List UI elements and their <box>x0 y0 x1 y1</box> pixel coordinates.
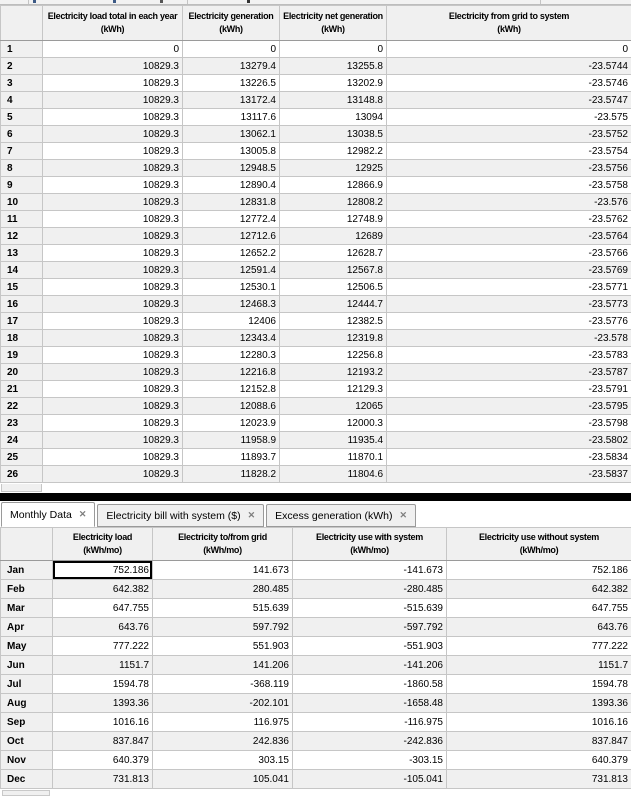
cell-25-col2[interactable]: 11870.1 <box>280 449 387 466</box>
cell-Oct-col3[interactable]: 837.847 <box>447 732 631 751</box>
cell-Oct-col0[interactable]: 837.847 <box>53 732 153 751</box>
cell-Aug-col3[interactable]: 1393.36 <box>447 694 631 713</box>
cell-23-col3[interactable]: -23.5798 <box>387 415 631 432</box>
annual-row-12 <box>1 228 631 245</box>
cell-16-col2[interactable]: 12444.7 <box>280 296 387 313</box>
cell-18-col2[interactable]: 12319.8 <box>280 330 387 347</box>
monthly-data-table <box>0 527 631 789</box>
annual-header-row <box>1 6 631 41</box>
cell-Apr-col3[interactable]: 643.76 <box>447 618 631 637</box>
cell-20-col3[interactable]: -23.5787 <box>387 364 631 381</box>
monthly-row-Nov <box>1 751 631 770</box>
cell-21-col0[interactable]: 10829.3 <box>43 381 183 398</box>
cell-24-col3[interactable]: -23.5802 <box>387 432 631 449</box>
tab-label: Electricity bill with system ($) <box>106 509 241 522</box>
cell-12-col0[interactable]: 10829.3 <box>43 228 183 245</box>
cell-19-col0[interactable]: 10829.3 <box>43 347 183 364</box>
cell-26-col2[interactable]: 11804.6 <box>280 466 387 483</box>
cell-8-col1[interactable]: 12948.5 <box>183 160 280 177</box>
cell-6-col3[interactable]: -23.5752 <box>387 126 631 143</box>
col-unit: (kWh/mo) <box>203 545 242 555</box>
tab-label: Monthly Data <box>10 508 72 521</box>
row-header-3[interactable]: 3 <box>1 75 43 92</box>
cell-Nov-col1[interactable]: 303.15 <box>153 751 293 770</box>
cell-16-col0[interactable]: 10829.3 <box>43 296 183 313</box>
row-header-9[interactable]: 9 <box>1 177 43 194</box>
clipped-tab-divider <box>540 0 541 4</box>
cell-5-col2[interactable]: 13094 <box>280 109 387 126</box>
row-header-14[interactable]: 14 <box>1 262 43 279</box>
row-header-Jan[interactable]: Jan <box>1 561 53 580</box>
cell-17-col0[interactable]: 10829.3 <box>43 313 183 330</box>
selected-cell-Jan-col0[interactable]: 752.186 <box>53 561 153 580</box>
monthly-row-Sep <box>1 713 631 732</box>
cell-Apr-col0[interactable]: 643.76 <box>53 618 153 637</box>
cell-14-col2[interactable]: 12567.8 <box>280 262 387 279</box>
cell-16-col3[interactable]: -23.5773 <box>387 296 631 313</box>
cell-Jan-col1[interactable]: 141.673 <box>153 561 293 580</box>
row-header-4[interactable]: 4 <box>1 92 43 109</box>
cell-Apr-col1[interactable]: 597.792 <box>153 618 293 637</box>
cell-Dec-col3[interactable]: 731.813 <box>447 770 631 789</box>
annual-row-19 <box>1 347 631 364</box>
cell-17-col2[interactable]: 12382.5 <box>280 313 387 330</box>
tab-electricity-bill-with-system[interactable] <box>97 504 264 527</box>
col-header-grid-to-system[interactable] <box>387 6 631 41</box>
row-header-Jun[interactable]: Jun <box>1 656 53 675</box>
clipped-tab-strip <box>0 0 631 5</box>
annual-row-1 <box>1 41 631 58</box>
cell-1-col3[interactable]: 0 <box>387 41 631 58</box>
cell-Feb-col3[interactable]: 642.382 <box>447 580 631 599</box>
cell-Jun-col3[interactable]: 1151.7 <box>447 656 631 675</box>
cell-21-col2[interactable]: 12129.3 <box>280 381 387 398</box>
row-header-21[interactable]: 21 <box>1 381 43 398</box>
annual-row-25 <box>1 449 631 466</box>
row-header-8[interactable]: 8 <box>1 160 43 177</box>
cell-23-col0[interactable]: 10829.3 <box>43 415 183 432</box>
cell-22-col1[interactable]: 12088.6 <box>183 398 280 415</box>
col-header-load-total[interactable] <box>43 6 183 41</box>
row-header-24[interactable]: 24 <box>1 432 43 449</box>
col-unit: (kWh) <box>100 24 125 34</box>
col-header-generation[interactable] <box>183 6 280 41</box>
col-label: Electricity use with system <box>316 531 423 542</box>
cell-Jun-col2[interactable]: -141.206 <box>293 656 447 675</box>
col-label: Electricity net generation <box>283 10 383 21</box>
monthly-row-Jan <box>1 561 631 580</box>
cell-7-col1[interactable]: 13005.8 <box>183 143 280 160</box>
cell-5-col3[interactable]: -23.575 <box>387 109 631 126</box>
cell-15-col2[interactable]: 12506.5 <box>280 279 387 296</box>
monthly-row-Oct <box>1 732 631 751</box>
cell-Jul-col0[interactable]: 1594.78 <box>53 675 153 694</box>
cell-2-col0[interactable]: 10829.3 <box>43 58 183 75</box>
cell-18-col1[interactable]: 12343.4 <box>183 330 280 347</box>
cell-14-col0[interactable]: 10829.3 <box>43 262 183 279</box>
row-header-17[interactable]: 17 <box>1 313 43 330</box>
cell-Mar-col2[interactable]: -515.639 <box>293 599 447 618</box>
cell-10-col1[interactable]: 12831.8 <box>183 194 280 211</box>
clipped-tab-divider <box>28 0 29 4</box>
cell-Jun-col1[interactable]: 141.206 <box>153 656 293 675</box>
cell-Dec-col2[interactable]: -105.041 <box>293 770 447 789</box>
cell-21-col1[interactable]: 12152.8 <box>183 381 280 398</box>
cell-Mar-col1[interactable]: 515.639 <box>153 599 293 618</box>
cell-11-col1[interactable]: 12772.4 <box>183 211 280 228</box>
cell-9-col2[interactable]: 12866.9 <box>280 177 387 194</box>
cell-21-col3[interactable]: -23.5791 <box>387 381 631 398</box>
annual-row-13 <box>1 245 631 262</box>
cell-Jul-col3[interactable]: 1594.78 <box>447 675 631 694</box>
annual-row-24 <box>1 432 631 449</box>
annual-row-20 <box>1 364 631 381</box>
cell-Sep-col1[interactable]: 116.975 <box>153 713 293 732</box>
cell-8-col0[interactable]: 10829.3 <box>43 160 183 177</box>
cell-6-col1[interactable]: 13062.1 <box>183 126 280 143</box>
cell-2-col2[interactable]: 13255.8 <box>280 58 387 75</box>
tab-label: Excess generation (kWh) <box>275 509 393 522</box>
cell-12-col1[interactable]: 12712.6 <box>183 228 280 245</box>
cell-Jul-col1[interactable]: -368.119 <box>153 675 293 694</box>
col-label: Electricity load total in each year <box>47 10 178 21</box>
col-label: Electricity load <box>72 531 133 542</box>
cell-1-col1[interactable]: 0 <box>183 41 280 58</box>
cell-10-col3[interactable]: -23.576 <box>387 194 631 211</box>
cell-19-col2[interactable]: 12256.8 <box>280 347 387 364</box>
row-header-12[interactable]: 12 <box>1 228 43 245</box>
cell-13-col1[interactable]: 12652.2 <box>183 245 280 262</box>
row-header-Aug[interactable]: Aug <box>1 694 53 713</box>
col-header-to-from-grid[interactable] <box>153 528 293 561</box>
cell-15-col0[interactable]: 10829.3 <box>43 279 183 296</box>
cell-Feb-col0[interactable]: 642.382 <box>53 580 153 599</box>
col-unit: (kWh/mo) <box>519 545 559 555</box>
cell-13-col0[interactable]: 10829.3 <box>43 245 183 262</box>
cell-6-col2[interactable]: 13038.5 <box>280 126 387 143</box>
monthly-row-Mar <box>1 599 631 618</box>
cell-Sep-col3[interactable]: 1016.16 <box>447 713 631 732</box>
cell-25-col0[interactable]: 10829.3 <box>43 449 183 466</box>
row-header-18[interactable]: 18 <box>1 330 43 347</box>
cell-3-col2[interactable]: 13202.9 <box>280 75 387 92</box>
tab-bar <box>0 501 631 527</box>
cell-22-col2[interactable]: 12065 <box>280 398 387 415</box>
row-header-Sep[interactable]: Sep <box>1 713 53 732</box>
cell-20-col2[interactable]: 12193.2 <box>280 364 387 381</box>
monthly-header-row <box>1 528 631 561</box>
clipped-tab-divider <box>187 0 188 4</box>
cell-Aug-col1[interactable]: -202.101 <box>153 694 293 713</box>
row-header-11[interactable]: 11 <box>1 211 43 228</box>
row-header-25[interactable]: 25 <box>1 449 43 466</box>
cell-25-col1[interactable]: 11893.7 <box>183 449 280 466</box>
col-header-load[interactable] <box>53 528 153 561</box>
annual-row-9 <box>1 177 631 194</box>
row-header-Oct[interactable]: Oct <box>1 732 53 751</box>
annual-row-16 <box>1 296 631 313</box>
cell-Nov-col0[interactable]: 640.379 <box>53 751 153 770</box>
annual-row-14 <box>1 262 631 279</box>
cell-17-col3[interactable]: -23.5776 <box>387 313 631 330</box>
annual-row-18 <box>1 330 631 347</box>
cell-May-col2[interactable]: -551.903 <box>293 637 447 656</box>
cell-20-col0[interactable]: 10829.3 <box>43 364 183 381</box>
annual-row-3 <box>1 75 631 92</box>
col-label: Electricity generation <box>188 10 274 21</box>
cell-10-col2[interactable]: 12808.2 <box>280 194 387 211</box>
row-header-16[interactable]: 16 <box>1 296 43 313</box>
cell-11-col2[interactable]: 12748.9 <box>280 211 387 228</box>
row-header-2[interactable]: 2 <box>1 58 43 75</box>
cell-2-col1[interactable]: 13279.4 <box>183 58 280 75</box>
cell-Aug-col0[interactable]: 1393.36 <box>53 694 153 713</box>
cell-Oct-col2[interactable]: -242.836 <box>293 732 447 751</box>
cell-May-col1[interactable]: 551.903 <box>153 637 293 656</box>
cell-7-col3[interactable]: -23.5754 <box>387 143 631 160</box>
cell-15-col3[interactable]: -23.5771 <box>387 279 631 296</box>
cell-19-col1[interactable]: 12280.3 <box>183 347 280 364</box>
cell-5-col0[interactable]: 10829.3 <box>43 109 183 126</box>
cell-24-col0[interactable]: 10829.3 <box>43 432 183 449</box>
cell-22-col0[interactable]: 10829.3 <box>43 398 183 415</box>
col-unit: (kWh) <box>219 24 243 34</box>
col-label: Electricity use without system <box>478 531 600 542</box>
cell-May-col3[interactable]: 777.222 <box>447 637 631 656</box>
cell-Jun-col0[interactable]: 1151.7 <box>53 656 153 675</box>
cell-8-col2[interactable]: 12925 <box>280 160 387 177</box>
cell-7-col2[interactable]: 12982.2 <box>280 143 387 160</box>
annual-table-clip-gap <box>0 483 631 493</box>
col-header-net-generation[interactable] <box>280 6 387 41</box>
annual-row-2 <box>1 58 631 75</box>
close-icon[interactable]: ✕ <box>399 510 408 520</box>
monthly-row-Feb <box>1 580 631 599</box>
cell-Jan-col2[interactable]: -141.673 <box>293 561 447 580</box>
cell-4-col0[interactable]: 10829.3 <box>43 92 183 109</box>
monthly-row-Jun <box>1 656 631 675</box>
clipped-row-header <box>2 790 50 796</box>
cell-11-col0[interactable]: 10829.3 <box>43 211 183 228</box>
cell-Apr-col2[interactable]: -597.792 <box>293 618 447 637</box>
row-header-13[interactable]: 13 <box>1 245 43 262</box>
cell-11-col3[interactable]: -23.5762 <box>387 211 631 228</box>
corner-cell <box>1 6 43 41</box>
col-unit: (kWh) <box>497 24 521 34</box>
cell-Jan-col3[interactable]: 752.186 <box>447 561 631 580</box>
row-header-7[interactable]: 7 <box>1 143 43 160</box>
cell-Nov-col2[interactable]: -303.15 <box>293 751 447 770</box>
cell-3-col1[interactable]: 13226.5 <box>183 75 280 92</box>
cell-Jul-col2[interactable]: -1860.58 <box>293 675 447 694</box>
clipped-tab-remnant <box>247 0 250 3</box>
cell-12-col2[interactable]: 12689 <box>280 228 387 245</box>
col-unit: (kWh) <box>321 24 345 34</box>
cell-4-col1[interactable]: 13172.4 <box>183 92 280 109</box>
col-unit: (kWh/mo) <box>83 545 122 555</box>
annual-row-5 <box>1 109 631 126</box>
clipped-tab-remnant <box>33 0 36 3</box>
row-header-May[interactable]: May <box>1 637 53 656</box>
cell-18-col0[interactable]: 10829.3 <box>43 330 183 347</box>
cell-26-col1[interactable]: 11828.2 <box>183 466 280 483</box>
cell-23-col2[interactable]: 12000.3 <box>280 415 387 432</box>
cell-8-col3[interactable]: -23.5756 <box>387 160 631 177</box>
col-label: Electricity to/from grid <box>178 531 267 542</box>
cell-26-col3[interactable]: -23.5837 <box>387 466 631 483</box>
annual-row-8 <box>1 160 631 177</box>
row-header-Feb[interactable]: Feb <box>1 580 53 599</box>
cell-14-col1[interactable]: 12591.4 <box>183 262 280 279</box>
clipped-row-header <box>1 484 42 492</box>
cell-Feb-col2[interactable]: -280.485 <box>293 580 447 599</box>
cell-4-col2[interactable]: 13148.8 <box>280 92 387 109</box>
cell-Feb-col1[interactable]: 280.485 <box>153 580 293 599</box>
monthly-row-Dec <box>1 770 631 789</box>
cell-3-col0[interactable]: 10829.3 <box>43 75 183 92</box>
annual-row-6 <box>1 126 631 143</box>
cell-23-col1[interactable]: 12023.9 <box>183 415 280 432</box>
cell-17-col1[interactable]: 12406 <box>183 313 280 330</box>
monthly-row-Apr <box>1 618 631 637</box>
row-header-6[interactable]: 6 <box>1 126 43 143</box>
close-icon[interactable]: ✕ <box>247 510 256 520</box>
row-header-19[interactable]: 19 <box>1 347 43 364</box>
annual-row-17 <box>1 313 631 330</box>
row-header-1[interactable]: 1 <box>1 41 43 58</box>
row-header-Dec[interactable]: Dec <box>1 770 53 789</box>
cell-9-col1[interactable]: 12890.4 <box>183 177 280 194</box>
row-header-Apr[interactable]: Apr <box>1 618 53 637</box>
annual-data-table <box>0 5 631 483</box>
cell-7-col0[interactable]: 10829.3 <box>43 143 183 160</box>
cell-1-col2[interactable]: 0 <box>280 41 387 58</box>
annual-row-22 <box>1 398 631 415</box>
cell-Dec-col0[interactable]: 731.813 <box>53 770 153 789</box>
cell-20-col1[interactable]: 12216.8 <box>183 364 280 381</box>
cell-3-col3[interactable]: -23.5746 <box>387 75 631 92</box>
row-header-22[interactable]: 22 <box>1 398 43 415</box>
annual-row-10 <box>1 194 631 211</box>
tab-monthly-data[interactable] <box>1 502 95 527</box>
annual-row-11 <box>1 211 631 228</box>
cell-2-col3[interactable]: -23.5744 <box>387 58 631 75</box>
corner-cell <box>1 528 53 561</box>
col-header-use-with-system[interactable] <box>293 528 447 561</box>
close-icon[interactable]: ✕ <box>78 509 87 519</box>
clipped-tab-remnant <box>113 0 116 3</box>
monthly-row-Aug <box>1 694 631 713</box>
row-header-Nov[interactable]: Nov <box>1 751 53 770</box>
cell-Mar-col3[interactable]: 647.755 <box>447 599 631 618</box>
row-header-20[interactable]: 20 <box>1 364 43 381</box>
cell-Mar-col0[interactable]: 647.755 <box>53 599 153 618</box>
cell-6-col0[interactable]: 10829.3 <box>43 126 183 143</box>
cell-9-col3[interactable]: -23.5758 <box>387 177 631 194</box>
col-unit: (kWh/mo) <box>350 545 389 555</box>
col-label: Electricity from grid to system <box>448 10 570 21</box>
annual-row-4 <box>1 92 631 109</box>
cell-Dec-col1[interactable]: 105.041 <box>153 770 293 789</box>
cell-12-col3[interactable]: -23.5764 <box>387 228 631 245</box>
cell-25-col3[interactable]: -23.5834 <box>387 449 631 466</box>
cell-Sep-col0[interactable]: 1016.16 <box>53 713 153 732</box>
row-header-Jul[interactable]: Jul <box>1 675 53 694</box>
clipped-tab-remnant <box>160 0 163 3</box>
row-header-26[interactable]: 26 <box>1 466 43 483</box>
cell-Oct-col1[interactable]: 242.836 <box>153 732 293 751</box>
annual-row-26 <box>1 466 631 483</box>
monthly-row-May <box>1 637 631 656</box>
separator-band <box>0 493 631 501</box>
cell-22-col3[interactable]: -23.5795 <box>387 398 631 415</box>
cell-18-col3[interactable]: -23.578 <box>387 330 631 347</box>
monthly-row-Jul <box>1 675 631 694</box>
cell-15-col1[interactable]: 12530.1 <box>183 279 280 296</box>
cell-4-col3[interactable]: -23.5747 <box>387 92 631 109</box>
cell-13-col3[interactable]: -23.5766 <box>387 245 631 262</box>
col-header-use-without-system[interactable] <box>447 528 631 561</box>
cell-May-col0[interactable]: 777.222 <box>53 637 153 656</box>
row-header-15[interactable]: 15 <box>1 279 43 296</box>
cell-10-col0[interactable]: 10829.3 <box>43 194 183 211</box>
cell-Sep-col2[interactable]: -116.975 <box>293 713 447 732</box>
cell-Aug-col2[interactable]: -1658.48 <box>293 694 447 713</box>
monthly-table-clip-gap <box>0 789 631 800</box>
cell-19-col3[interactable]: -23.5783 <box>387 347 631 364</box>
cell-26-col0[interactable]: 10829.3 <box>43 466 183 483</box>
annual-row-23 <box>1 415 631 432</box>
tab-excess-generation[interactable] <box>266 504 416 527</box>
row-header-23[interactable]: 23 <box>1 415 43 432</box>
cell-24-col2[interactable]: 11935.4 <box>280 432 387 449</box>
cell-16-col1[interactable]: 12468.3 <box>183 296 280 313</box>
annual-row-7 <box>1 143 631 160</box>
cell-24-col1[interactable]: 11958.9 <box>183 432 280 449</box>
row-header-5[interactable]: 5 <box>1 109 43 126</box>
cell-13-col2[interactable]: 12628.7 <box>280 245 387 262</box>
row-header-10[interactable]: 10 <box>1 194 43 211</box>
row-header-Mar[interactable]: Mar <box>1 599 53 618</box>
annual-row-21 <box>1 381 631 398</box>
cell-5-col1[interactable]: 13117.6 <box>183 109 280 126</box>
cell-14-col3[interactable]: -23.5769 <box>387 262 631 279</box>
cell-Nov-col3[interactable]: 640.379 <box>447 751 631 770</box>
annual-row-15 <box>1 279 631 296</box>
cell-9-col0[interactable]: 10829.3 <box>43 177 183 194</box>
cell-1-col0[interactable]: 0 <box>43 41 183 58</box>
